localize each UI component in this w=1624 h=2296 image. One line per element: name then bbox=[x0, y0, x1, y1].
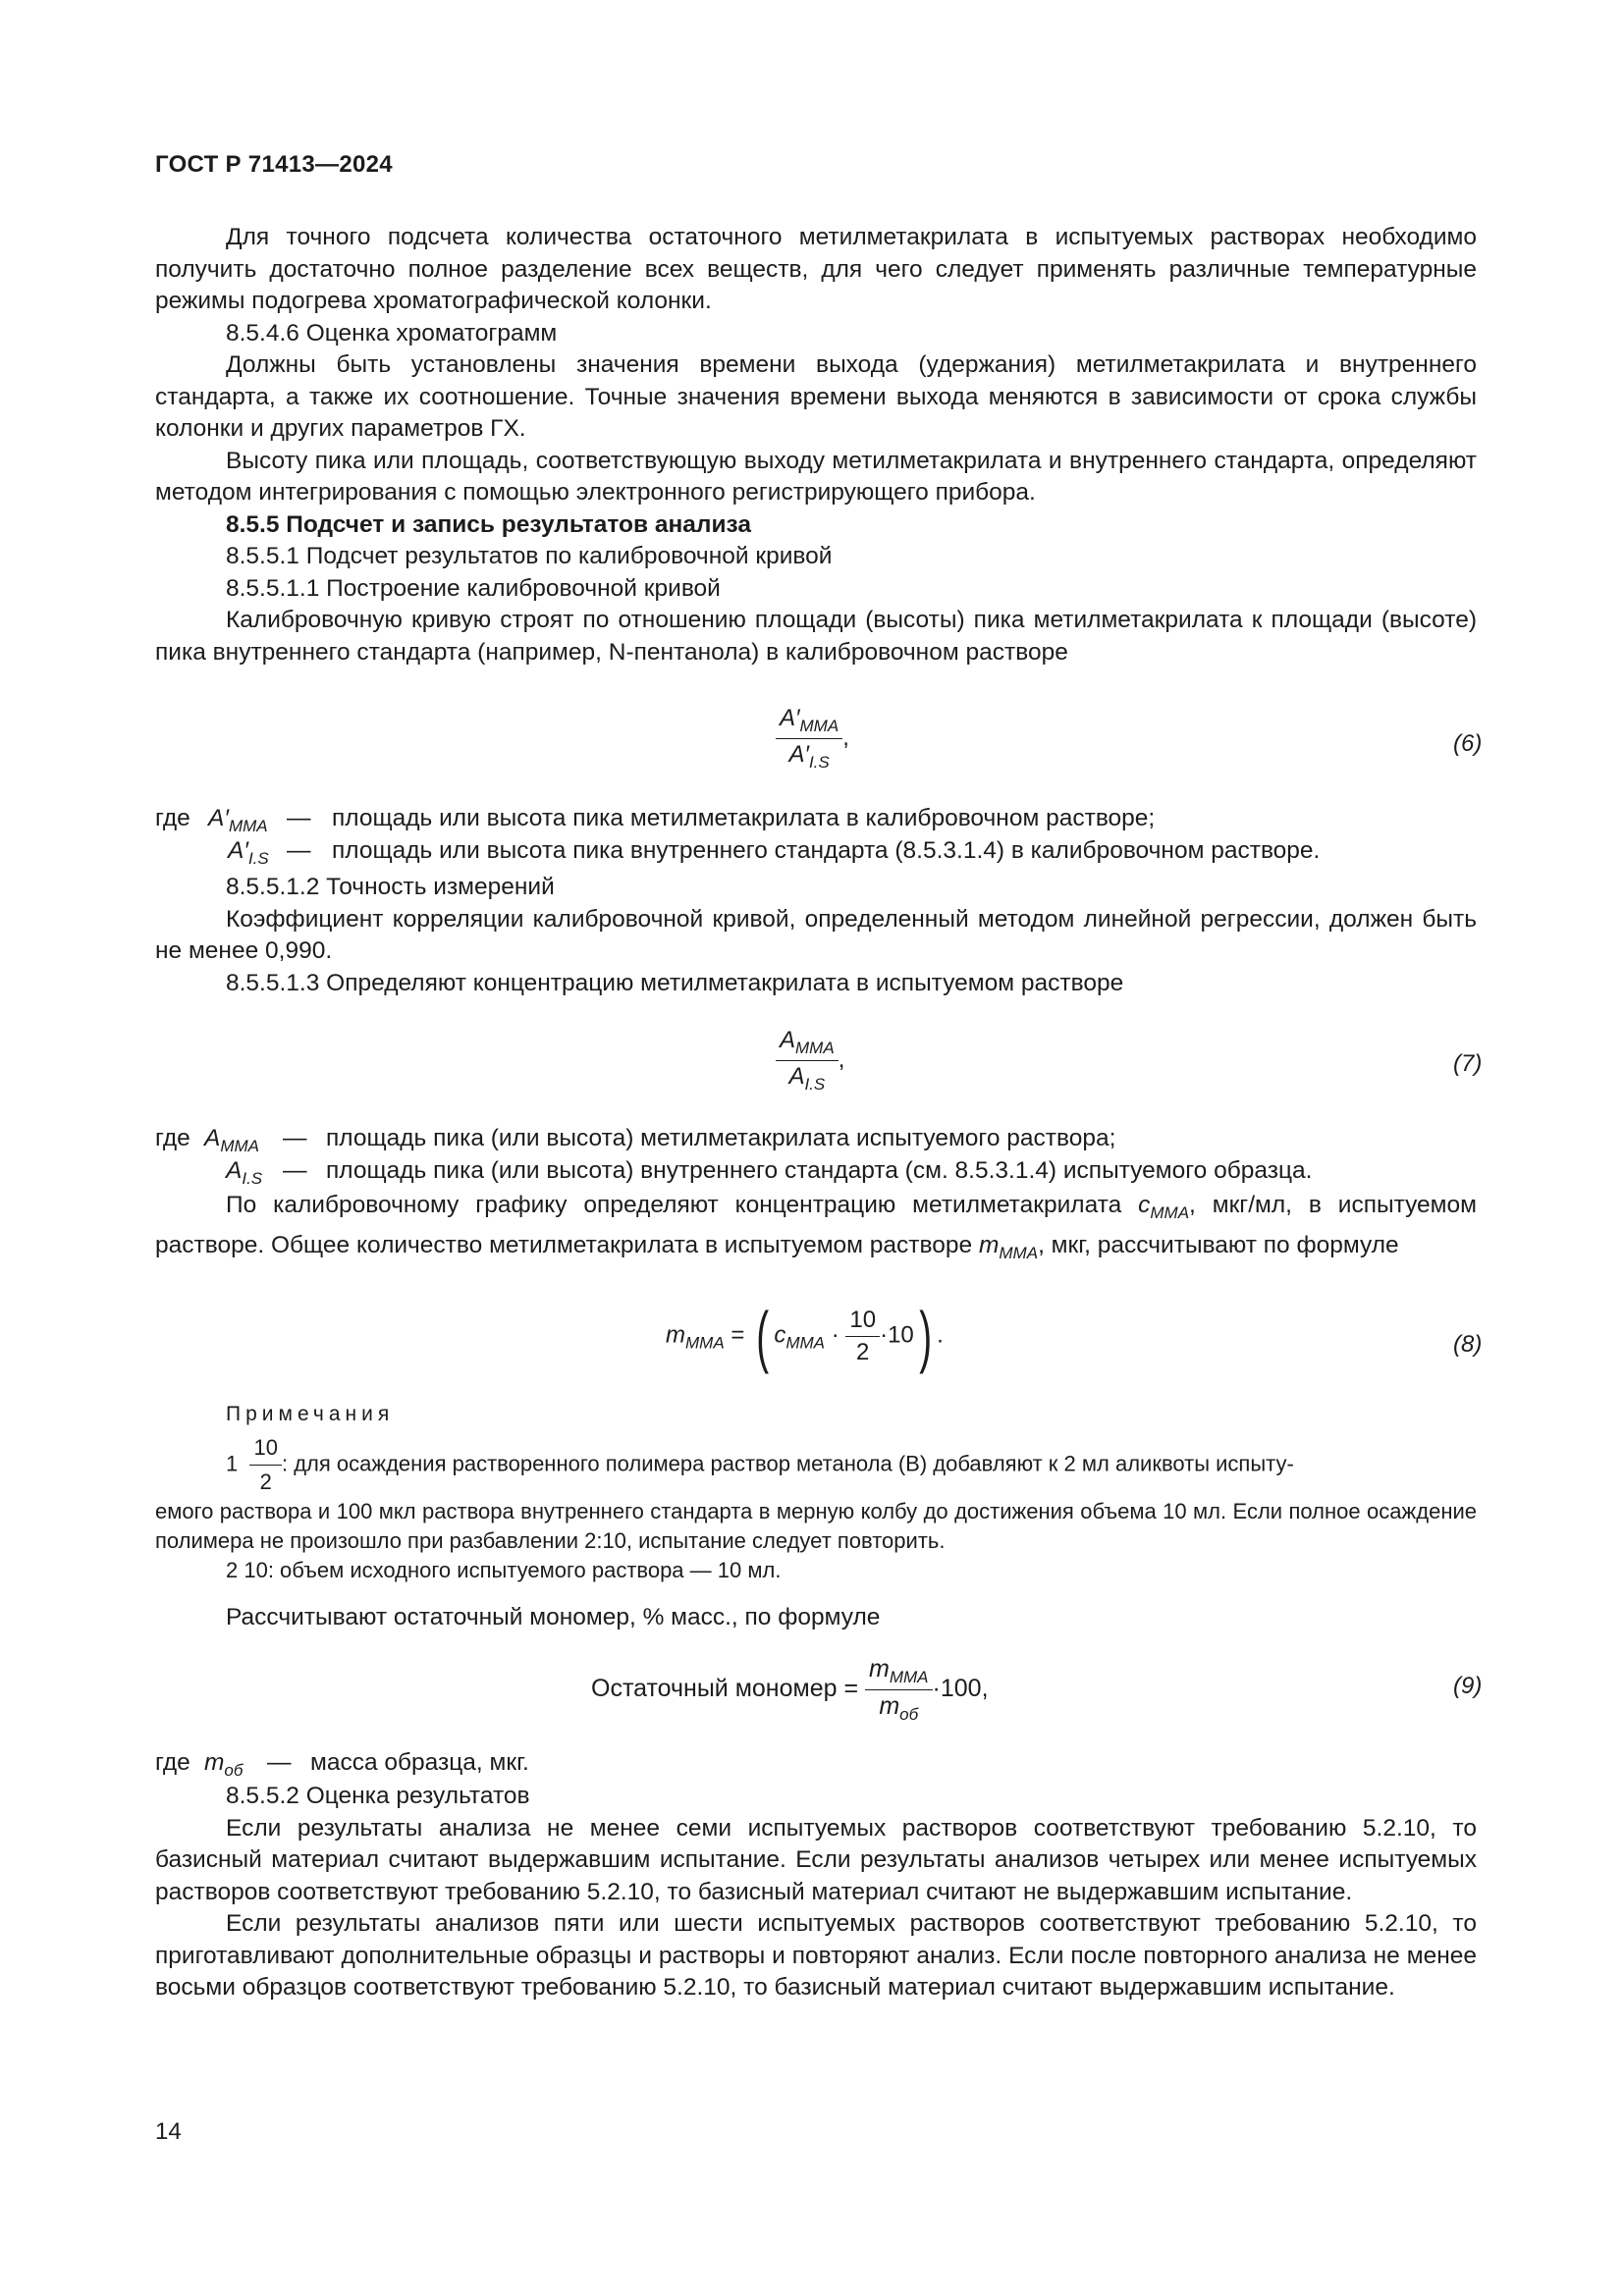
formula-7-fraction: $\frac{A_{MMA}}{A_{I.S}}$ bbox=[776, 1027, 839, 1095]
text-block-4 bbox=[155, 1602, 1477, 1634]
section-85513-heading: 8.5.5.1.3 Определяют концентрацию метилметакрилата в испытуемом растворе bbox=[226, 969, 1124, 996]
definition-row: $A'_{I.S}$ — площадь или высота пика внутреннего стандарта (8.5.3.1.4) в калибровочном растворе. bbox=[228, 836, 1321, 868]
paragraph-eval-1: Если результаты анализа не менее семи испытуемых растворов соответствуют требованию 5.2.10, то базисный материал считают выдержавшим испытание. Если результаты анализов четырех или менее испытуемых растворов соответствуют требованию 5.2.10, то базисный материал считают не выдержавшим испытание. bbox=[155, 1814, 1477, 1905]
paragraph-eval-2: Если результаты анализов пяти или шести испытуемых растворов соответствуют требованию 5.2.10, то приготавливают дополнительные образцы и растворы и повторяют анализ. Если после повторного анализа не менее восьми образцов соответствуют требованию 5.2.10, то базисный материал считают выдержавшим испытание. bbox=[155, 1910, 1477, 2001]
text-block-3 bbox=[155, 1190, 1477, 1269]
section-8546-heading: 8.5.4.6 Оценка хроматограмм bbox=[226, 319, 558, 347]
definition-row: где $A'_{MMA}$ — площадь или высота пика метилметакрилата в калибровочном растворе; bbox=[155, 805, 1156, 835]
formula-9-definitions bbox=[155, 1747, 1477, 1780]
paragraph-graph: По калибровочному графику определяют концентрацию метилметакрилата $c_{MMA}$, мкг/мл, в испытуемом растворе. Общее количество метилметакрилата в испытуемом растворе $m_{MMA}$, мкг, рассчитывают по формуле bbox=[155, 1192, 1477, 1262]
text-block-5 bbox=[155, 1781, 1477, 2004]
section-8552-heading: 8.5.5.2 Оценка результатов bbox=[226, 1783, 530, 1809]
paragraph-peak: Высоту пика или площадь, соответствующую выходу метилметакрилата и внутреннего стандарта, определяют методом интегрирования с помощью электронного регистрирующего прибора. bbox=[155, 447, 1477, 506]
document-header: ГОСТ Р 71413—2024 bbox=[155, 151, 393, 178]
right-paren: ) bbox=[919, 1298, 932, 1374]
formula-8-number: (8) bbox=[1453, 1331, 1483, 1358]
formula-7-definitions bbox=[155, 1123, 1477, 1187]
paragraph-correlation: Коэффициент корреляции калибровочной кривой, определенный методом линейной регрессии, должен быть не менее 0,990. bbox=[155, 905, 1477, 964]
definition-row: где $m_{об}$ — масса образца, мкг. bbox=[155, 1749, 529, 1780]
page-number: 14 bbox=[155, 2118, 182, 2145]
formula-7-number: (7) bbox=[1453, 1050, 1483, 1077]
note-2: 2 10: объем исходного испытуемого раствора — 10 мл. bbox=[226, 1558, 782, 1582]
note-1: 1 $\frac{10}{2}$ : для осаждения растворенного полимера раствор метанола (B) добавляют к 2 мл аликвоты испыту- bbox=[226, 1435, 1294, 1494]
note-1-continuation: емого раствора и 100 мкл раствора внутреннего стандарта в мерную колбу до достижения объема 10 мл. Если полное осаждение полимера не произошло при разбавлении 2:10, испытание следует повторить. bbox=[155, 1499, 1477, 1553]
notes-block bbox=[155, 1400, 1477, 1585]
formula-8-fraction: $\frac{10}{2}$ bbox=[845, 1307, 880, 1366]
paragraph-calibration: Калибровочную кривую строят по отношению площади (высоты) пика метилметакрилата к площади (высоте) пика внутреннего стандарта (например, N-пентанола) в калибровочном растворе bbox=[155, 607, 1477, 666]
definition-row: где $A_{MMA}$ — площадь пика (или высота) метилметакрилата испытуемого раствора; bbox=[155, 1125, 1116, 1155]
formula-9: Остаточный мономер = $\frac{m_{MMA}}{m_{об}}$ ·100, bbox=[591, 1655, 989, 1724]
text-block-2 bbox=[155, 872, 1477, 999]
section-85512-heading: 8.5.5.1.2 Точность измерений bbox=[226, 874, 555, 900]
formula-6-definitions bbox=[155, 803, 1477, 867]
left-paren: ( bbox=[756, 1298, 770, 1374]
section-855-heading: 8.5.5 Подсчет и запись результатов анализа bbox=[226, 510, 752, 538]
text-block-1 bbox=[155, 222, 1477, 668]
section-8551-heading: 8.5.5.1 Подсчет результатов по калибровочной кривой bbox=[226, 543, 833, 569]
formula-6-fraction: $\frac{A'_{MMA}}{A'_{I.S}}$ bbox=[776, 705, 842, 773]
paragraph-residual: Рассчитывают остаточный мономер, % масс., по формуле bbox=[226, 1604, 881, 1630]
notes-title: Примечания bbox=[226, 1403, 395, 1425]
formula-9-fraction: $\frac{m_{MMA}}{m_{об}}$ bbox=[865, 1655, 933, 1725]
formula-6: $\frac{A'_{MMA}}{A'_{I.S}}$ , bbox=[776, 705, 849, 773]
formula-9-number: (9) bbox=[1453, 1673, 1483, 1699]
formula-6-number: (6) bbox=[1453, 730, 1483, 757]
paragraph-retention: Должны быть установлены значения времени выхода (удержания) метилметакрилата и внутреннего стандарта, а также их соотношение. Точные значения времени выхода меняются в зависимости от срока службы колонки и других параметров ГХ. bbox=[155, 351, 1477, 442]
formula-7: $\frac{A_{MMA}}{A_{I.S}}$ , bbox=[776, 1027, 844, 1095]
formula-8: $m_{MMA}$ = ( $c_{MMA}$ · $\frac{10}{2}$ ·10) . bbox=[666, 1298, 944, 1374]
section-85511-heading: 8.5.5.1.1 Построение калибровочной кривой bbox=[226, 574, 721, 602]
paragraph-intro: Для точного подсчета количества остаточного метилметакрилата в испытуемых растворах необходимо получить достаточно полное разделение всех веществ, для чего следует применять различные температурные режимы подогрева хроматографической колонки. bbox=[155, 224, 1477, 314]
definition-row: $A_{I.S}$ — площадь пика (или высота) внутреннего стандарта (см. 8.5.3.1.4) испытуемого образца. bbox=[226, 1156, 1313, 1188]
